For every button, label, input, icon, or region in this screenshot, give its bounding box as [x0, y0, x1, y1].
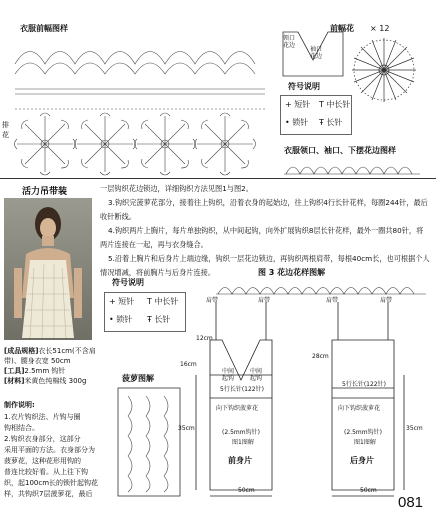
middle-start-b: 中间 起钩 — [250, 368, 263, 382]
edge-title: 衣服领口、袖口、下摆花边图样 — [284, 146, 396, 155]
method-heading: 制作说明: — [4, 401, 35, 409]
front-pattern-chart — [10, 34, 272, 176]
lower-legend-item-3: • 锁针 — [109, 315, 133, 324]
model-photo — [4, 198, 92, 340]
strap-label-2: 肩带 — [258, 297, 271, 304]
fig3-title: 图 3 花边花样图解 — [258, 268, 326, 277]
fig-b: 图1图解 — [354, 439, 376, 446]
legend-item-2: T 中长针 — [319, 100, 351, 109]
rows-b: 5行长针(122针) — [342, 381, 386, 388]
legend-item-4: Ŧ 长针 — [319, 118, 343, 127]
front-piece-label: 前身片 — [228, 456, 252, 465]
strap-label-4: 肩带 — [380, 297, 393, 304]
down-a: 向下钩织菠萝花 — [216, 405, 259, 412]
specs-block: [成品规格]衣长51cm(不含肩带)、腰身衣宽 50cm [工具]2.5mm 钩针 [材料]米黄色纯棉线 300g — [4, 347, 96, 385]
fig3-edge-pattern — [214, 280, 428, 296]
flower-count: × 12 — [370, 24, 390, 33]
neck-label-3: 袖口 — [310, 46, 323, 53]
fig-a: 图1图解 — [232, 439, 254, 446]
edge-pattern — [282, 158, 422, 176]
strap-label-3: 肩带 — [326, 297, 339, 304]
pineapple-title: 菠萝图解 — [122, 374, 154, 383]
hook-a: (2.5mm钩针) — [222, 429, 260, 436]
body-piece-diagrams — [182, 300, 432, 504]
method-lines: 1.衣片钩织法、片钩与圈 钩相结合。 2.钩织衣身部分，这部分 采用平面的方法。衣身部分为 菠萝花，这种花形用钩的 普连比较好看。从上往下钩 织，起100cm长的锁针起钩花 样，共钩织7层菠萝花，最后 — [4, 413, 99, 498]
dim-50b: 50cm — [360, 487, 377, 494]
lower-legend-item-4: Ŧ 长针 — [147, 315, 171, 324]
dim-28: 28cm — [312, 353, 329, 360]
pineapple-chart — [116, 386, 182, 498]
lower-legend-item-1: + 短针 — [109, 297, 135, 306]
dim-16: 16cm — [180, 361, 197, 368]
legend-item-1: + 短针 — [285, 100, 311, 109]
dim-50a: 50cm — [238, 487, 255, 494]
side-label: 排花 — [2, 121, 9, 139]
dim-35a: 35cm — [178, 425, 195, 432]
strap-label-1: 肩带 — [206, 297, 219, 304]
lower-legend-box — [104, 292, 186, 332]
legend-title: 符号说明 — [288, 82, 320, 91]
article-title: 活力吊带装 — [22, 187, 68, 197]
lower-legend-title: 符号说明 — [112, 278, 144, 287]
lower-legend-item-2: T 中长针 — [147, 297, 179, 306]
dim-12: 12cm — [196, 335, 213, 342]
hook-b: (2.5mm钩针) — [344, 429, 382, 436]
neck-label-4: 花边 — [310, 53, 323, 60]
article-body: 一层钩织花边锁边，详细钩织方法见图1与图2。 3.钩织完菠萝花部分，接着往上钩织，沿着衣身的起始边，往上钩织4行长针花样，每圈244针，最后收针断线。 4.钩织两片上胸片，每片单独钩织，从中间起钩，向外扩展钩织8层长针花样，最外一圈共80针，将两片连接在一起，再与衣身缝合。 5.沿着上胸片和后身片上端边缘，钩织一层花边锁边，再钩织两根肩带，每根40cm长，也可根据个人情况增减，将前胸片与后身片连接。 — [100, 184, 430, 277]
middle-start-a: 中间 起钩 — [222, 368, 235, 382]
neck-label-1: 领口 — [283, 35, 296, 42]
back-piece-label: 后身片 — [350, 456, 374, 465]
down-b: 向下钩织菠萝花 — [338, 405, 381, 412]
page-number: 081 — [398, 494, 424, 511]
rows-a: 5行长针(122针) — [220, 386, 264, 393]
legend-box — [280, 95, 352, 135]
flower-label: 前幅花 — [330, 24, 354, 33]
neck-label-2: 花边 — [283, 42, 296, 49]
section-divider — [0, 178, 436, 179]
dim-35b: 35cm — [406, 425, 423, 432]
flower-motif — [348, 34, 420, 106]
front-pattern-title: 衣服前幅图样 — [20, 24, 68, 33]
legend-item-3: • 锁针 — [285, 118, 309, 127]
